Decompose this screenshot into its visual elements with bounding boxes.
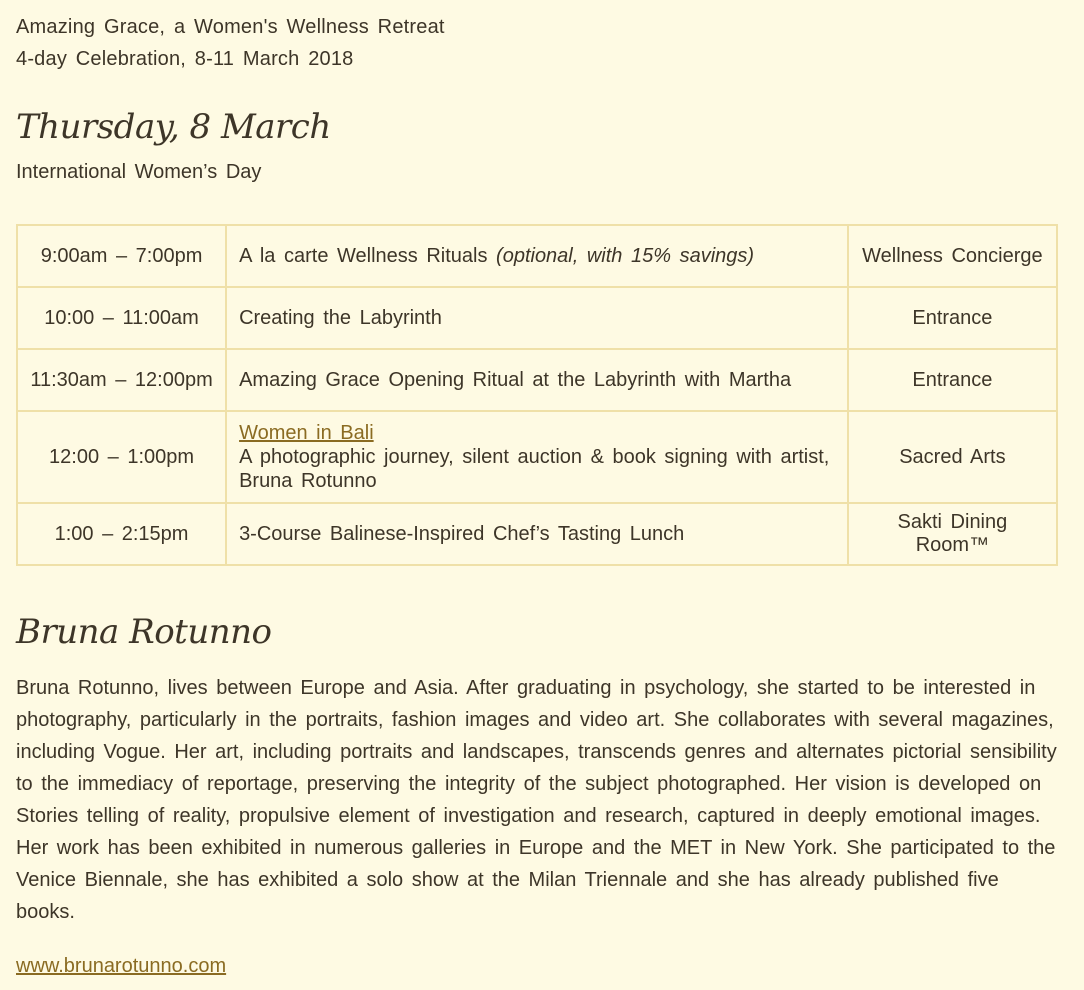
retreat-title: Amazing Grace, a Women's Wellness Retreat bbox=[16, 16, 445, 38]
schedule-time: 1:00 – 2:15pm bbox=[17, 503, 226, 565]
schedule-row bbox=[17, 225, 1057, 287]
schedule-row bbox=[17, 411, 1057, 503]
schedule-event: 3-Course Balinese-Inspired Chef’s Tasting Lunch bbox=[226, 503, 848, 565]
schedule-time: 12:00 – 1:00pm bbox=[17, 411, 226, 503]
schedule-event bbox=[226, 225, 848, 287]
schedule-venue: Entrance bbox=[848, 287, 1057, 349]
schedule-table bbox=[16, 224, 1058, 566]
schedule-row bbox=[17, 503, 1057, 565]
page bbox=[16, 0, 1064, 977]
women-in-bali-link[interactable]: Women in Bali bbox=[239, 422, 374, 444]
schedule-event: Amazing Grace Opening Ritual at the Labyrinth with Martha bbox=[226, 349, 848, 411]
schedule-time: 10:00 – 11:00am bbox=[17, 287, 226, 349]
schedule-event-description: A photographic journey, silent auction & book signing with artist, Bruna Rotunno bbox=[239, 446, 830, 492]
schedule-event: Creating the Labyrinth bbox=[226, 287, 848, 349]
day-heading: Thursday, 8 March bbox=[16, 107, 331, 147]
schedule-time: 9:00am – 7:00pm bbox=[17, 225, 226, 287]
bio-heading: Bruna Rotunno bbox=[16, 612, 272, 652]
schedule-row bbox=[17, 349, 1057, 411]
schedule-venue: Wellness Concierge bbox=[848, 225, 1057, 287]
bio-text: Bruna Rotunno, lives between Europe and Asia. After graduating in psychology, she started to be interested in photography, particularly in the portraits, fashion images and video art. She collaborates with several magazines, including Vogue. Her art, including portraits and landscapes, transcends genres and alternates pictorial sensibility to the immediacy of reportage, preserving the integrity of the subject photographed. Her vision is developed on Stories telling of reality, propulsive element of investigation and research, captured in deeply emotional images. Her work has been exhibited in numerous galleries in Europe and the MET in New York. She participated to the Venice Biennale, she has exhibited a solo show at the Milan Triennale and she has already published five books. bbox=[16, 677, 1057, 923]
schedule-row bbox=[17, 287, 1057, 349]
retreat-dates: 4-day Celebration, 8-11 March 2018 bbox=[16, 48, 354, 70]
header bbox=[16, 0, 1064, 75]
schedule-event bbox=[226, 411, 848, 503]
schedule-venue: Sacred Arts bbox=[848, 411, 1057, 503]
day-subtitle: International Women’s Day bbox=[16, 161, 262, 183]
website-link[interactable]: www.brunarotunno.com bbox=[16, 955, 227, 977]
schedule-event-title: A la carte Wellness Rituals bbox=[239, 244, 488, 267]
schedule-event-note: (optional, with 15% savings) bbox=[496, 244, 755, 267]
schedule-venue: Sakti Dining Room™ bbox=[848, 503, 1057, 565]
schedule-time: 11:30am – 12:00pm bbox=[17, 349, 226, 411]
schedule-venue: Entrance bbox=[848, 349, 1057, 411]
